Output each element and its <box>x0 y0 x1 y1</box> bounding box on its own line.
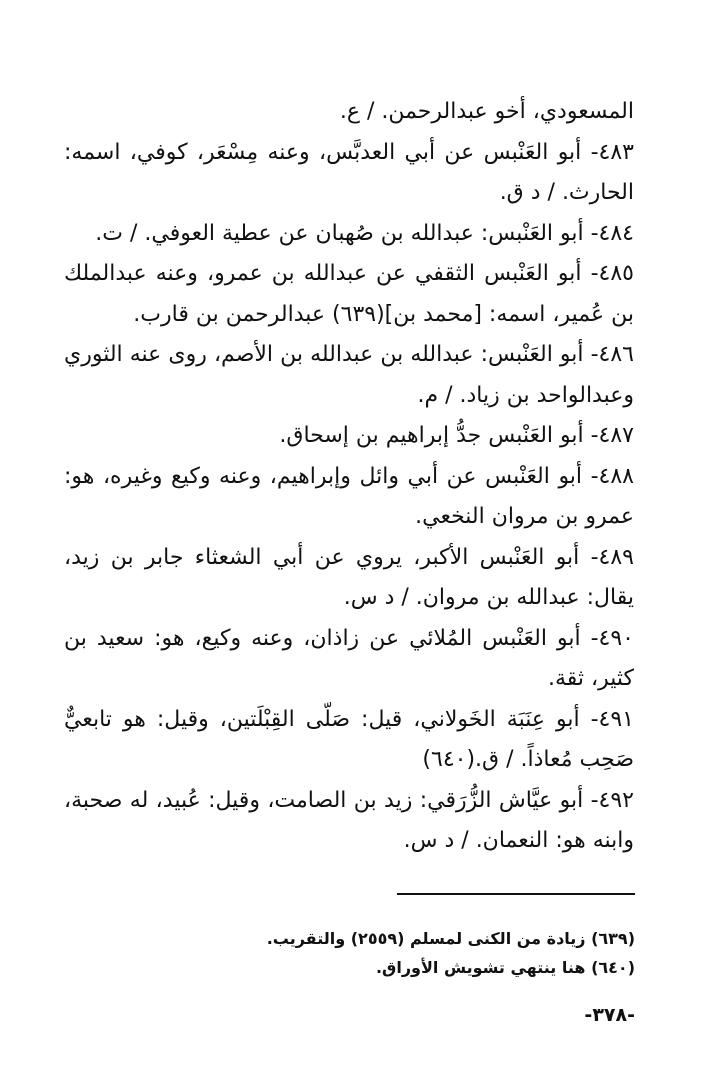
footnote-639: (٦٣٩) زيادة من الكنى لمسلم (٢٥٥٩) والتقريب. <box>266 929 635 948</box>
entry-488: ٤٨٨- أبو العَنْبس عن أبي وائل وإبراهيم، وعنه وكيع وغيره، هو: عمرو بن مروان النخعي. <box>64 463 634 529</box>
entry-484: ٤٨٤- أبو العَنْبس: عبدالله بن صُهبان عن عطية العوفي. / ت. <box>95 220 634 246</box>
entry-486: ٤٨٦- أبو العَنْبس: عبدالله بن عبدالله بن الأصم، روى عنه الثوري وعبدالواحد بن زياد. / م. <box>64 342 634 408</box>
entry-continuation: المسعودي، أخو عبدالرحمن. / ع. <box>339 99 634 124</box>
page-number: -٣٧٨- <box>584 1004 635 1026</box>
footnote-divider <box>397 893 635 895</box>
entry-487: ٤٨٧- أبو العَنْبس جدُّ إبراهيم بن إسحاق. <box>279 423 634 448</box>
entry-492: ٤٩٢- أبو عيَّاش الزُّرَقي: زيد بن الصامت، وقيل: عُبيد، له صحبة، وابنه هو: النعمان. / د س. <box>64 787 634 853</box>
entry-485: ٤٨٥- أبو العَنْبس الثقفي عن عبدالله بن عمرو، وعنه عبدالملك بن عُمير، اسمه: [محمد بن](٦٣٩) عبدالرحمن بن قارب. <box>64 261 634 327</box>
entry-491: ٤٩١- أبو عِنَبَة الخَولاني، قيل: صَلّى القِبْلَتين، وقيل: هو تابعيٌّ صَحِب مُعاذاً. / ق.(٦٤٠) <box>64 706 634 772</box>
page-body <box>64 92 634 862</box>
entry-list <box>64 92 634 862</box>
entry-490: ٤٩٠- أبو العَنْبس المُلائي عن زاذان، وعنه وكيع، هو: سعيد بن كثير، ثقة. <box>64 625 634 691</box>
entry-483: ٤٨٣- أبو العَنْبس عن أبي العدبَّس، وعنه مِسْعَر، كوفي، اسمه: الحارث. / د ق. <box>64 139 634 205</box>
entry-489: ٤٨٩- أبو العَنْبس الأكبر، يروي عن أبي الشعثاء جابر بن زيد، يقال: عبدالله بن مروان. / د س. <box>64 544 634 610</box>
footnotes <box>75 924 635 982</box>
footnote-640: (٦٤٠) هنا ينتهي تشويش الأوراق. <box>375 958 635 977</box>
